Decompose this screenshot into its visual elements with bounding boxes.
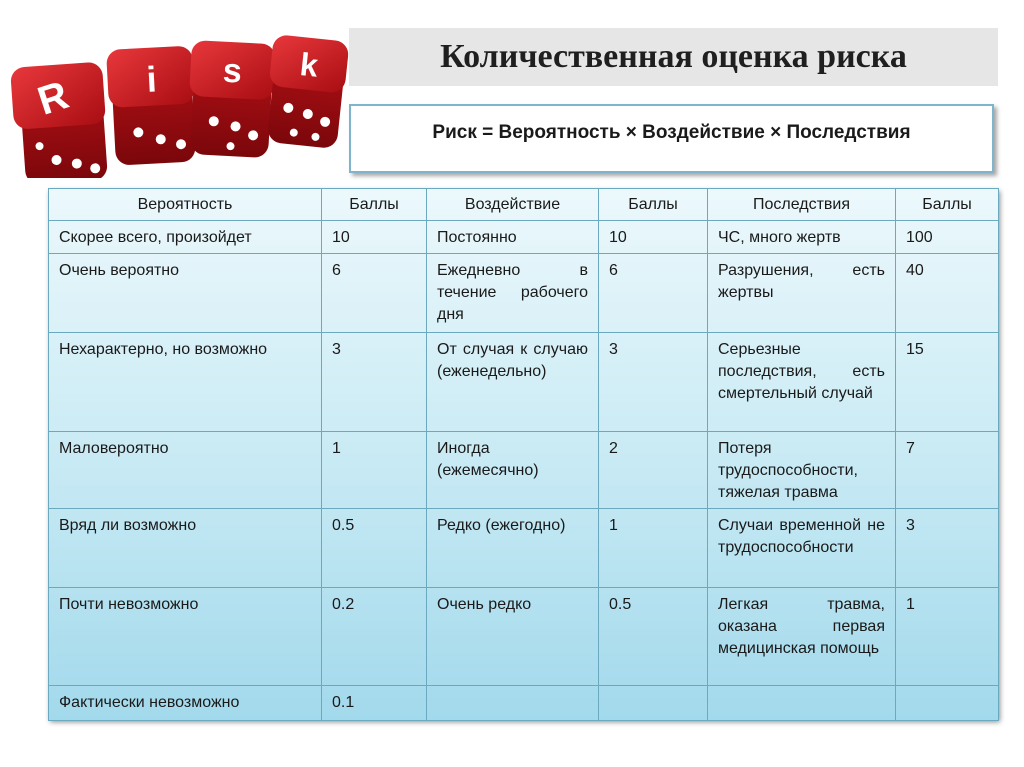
points-cell: 0.5 [322, 509, 427, 588]
points-cell: 3 [896, 509, 999, 588]
table-row [49, 333, 999, 432]
header-points: Баллы [599, 189, 708, 221]
table-row [49, 509, 999, 588]
die-letter-s: s [221, 51, 243, 91]
exposure-cell: От случая к случаю (еженедельно) [427, 333, 599, 432]
points-cell: 10 [599, 221, 708, 254]
consequence-cell: Серьезные последствия, есть смертельный случай [708, 333, 896, 432]
title-bar [349, 28, 998, 86]
header-points: Баллы [896, 189, 999, 221]
page-title: Количественная оценка риска [440, 38, 907, 75]
points-cell: 0.2 [322, 588, 427, 686]
consequence-cell: ЧС, много жертв [708, 221, 896, 254]
exposure-cell: Иногда (ежемесячно) [427, 432, 599, 509]
die-s [186, 40, 276, 158]
probability-cell: Вряд ли возможно [49, 509, 322, 588]
consequence-cell: Разрушения, есть жертвы [708, 254, 896, 333]
points-cell: 6 [599, 254, 708, 333]
points-cell: 2 [599, 432, 708, 509]
probability-cell: Маловероятно [49, 432, 322, 509]
header-exposure: Воздействие [427, 189, 599, 221]
die-k [263, 34, 350, 149]
probability-cell: Фактически невозможно [49, 686, 322, 721]
probability-cell: Очень вероятно [49, 254, 322, 333]
risk-table [48, 188, 999, 721]
table-row [49, 254, 999, 333]
risk-formula: Риск = Вероятность × Воздействие × Последствия [432, 122, 911, 143]
points-cell [599, 686, 708, 721]
points-cell: 0.5 [599, 588, 708, 686]
exposure-cell [427, 686, 599, 721]
formula-box [349, 104, 994, 173]
header-probability: Вероятность [49, 189, 322, 221]
die-i [106, 45, 198, 165]
points-cell: 40 [896, 254, 999, 333]
table-row [49, 588, 999, 686]
die-r [10, 62, 110, 178]
exposure-cell: Редко (ежегодно) [427, 509, 599, 588]
exposure-cell: Очень редко [427, 588, 599, 686]
die-letter-i: i [145, 58, 158, 100]
consequence-cell: Легкая травма, оказана первая медицинская помощь [708, 588, 896, 686]
header-consequences: Последствия [708, 189, 896, 221]
exposure-cell: Постоянно [427, 221, 599, 254]
risk-table-container [48, 188, 998, 719]
header-points: Баллы [322, 189, 427, 221]
points-cell: 1 [322, 432, 427, 509]
risk-dice-image [6, 28, 351, 178]
points-cell: 6 [322, 254, 427, 333]
consequence-cell: Случаи временной нетрудоспособности [708, 509, 896, 588]
points-cell: 0.1 [322, 686, 427, 721]
points-cell: 1 [896, 588, 999, 686]
probability-cell: Скорее всего, произойдет [49, 221, 322, 254]
table-row [49, 432, 999, 509]
table-row [49, 686, 999, 721]
points-cell: 7 [896, 432, 999, 509]
probability-cell: Нехарактерно, но возможно [49, 333, 322, 432]
points-cell: 1 [599, 509, 708, 588]
points-cell: 100 [896, 221, 999, 254]
points-cell: 15 [896, 333, 999, 432]
points-cell: 3 [322, 333, 427, 432]
consequence-cell: Потеря трудоспособности, тяжелая травма [708, 432, 896, 509]
table-row [49, 221, 999, 254]
die-letter-r: R [32, 73, 74, 124]
points-cell: 3 [599, 333, 708, 432]
points-cell: 10 [322, 221, 427, 254]
exposure-cell: Ежедневно в течение рабочего дня [427, 254, 599, 333]
table-header-row [49, 189, 999, 221]
points-cell [896, 686, 999, 721]
probability-cell: Почти невозможно [49, 588, 322, 686]
consequence-cell [708, 686, 896, 721]
die-letter-k: k [298, 45, 320, 84]
